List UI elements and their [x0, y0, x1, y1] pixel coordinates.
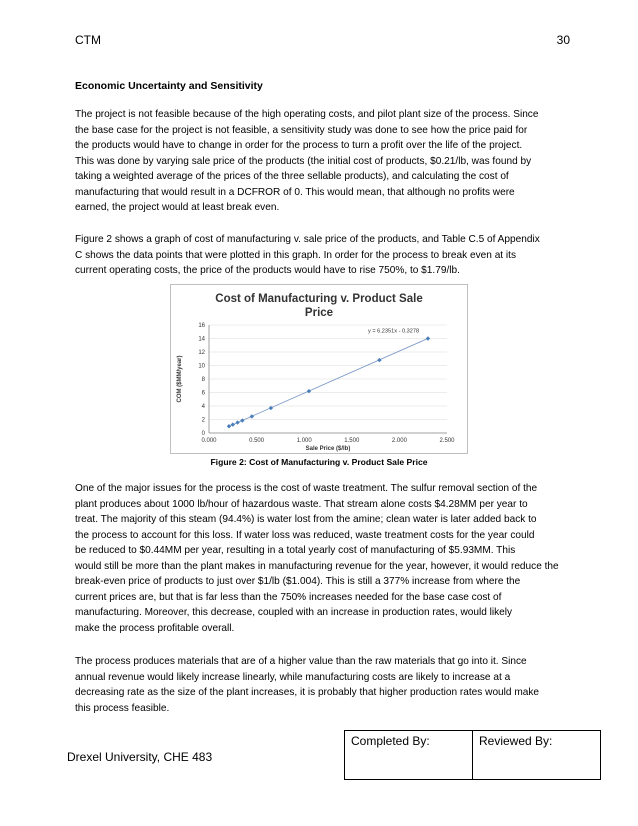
- chart-data-point: [231, 422, 235, 426]
- chart-svg: [171, 285, 467, 453]
- chart-x-tick-label: 1.500: [344, 438, 360, 444]
- figure-2-chart: [170, 284, 468, 454]
- chart-y-tick-label: 6: [201, 390, 205, 397]
- chart-y-tick-label: 10: [198, 363, 205, 370]
- chart-y-tick-label: 4: [201, 404, 205, 410]
- paragraph-1: The project is not feasible because of the high operating costs, and pilot plant size of the process. Since the base case for the project is not feasible, a sensitivity study was done to see how the price paid for the products would have to change in order for the process to turn a profit over the life of the project. This was done by varying sale price of the products (the initial cost of products, $0.21/lb, was found by taking a weighted average of the prices of the three sellable products), and calculating the cost of manufacturing that would result in a DCFROR of 0. This would mean, that although no profits were earned, the project would at least break even.: [75, 109, 539, 213]
- chart-y-ticks: [198, 323, 205, 437]
- chart-x-tick-label: 2.000: [391, 438, 407, 444]
- paragraph-4: The process produces materials that are of a higher value than the raw materials that go into it. Since annual revenue would likely increase linearly, while manufacturing costs are likely to increase at a decreasing rate as the size of the plant increases, it is probably that higher production rates would make this process feasible.: [75, 656, 540, 714]
- chart-title-line-1: Cost of Manufacturing v. Product Sale: [215, 293, 423, 305]
- chart-x-tick-label: 1.000: [296, 438, 312, 444]
- chart-y-tick-label: 12: [198, 350, 205, 356]
- chart-data-point: [240, 418, 244, 422]
- footer-institution: Drexel University, CHE 483: [67, 750, 213, 764]
- section-title: Economic Uncertainty and Sensitivity: [75, 80, 263, 92]
- chart-x-tick-label: 0.000: [201, 438, 217, 444]
- page-number: 30: [556, 33, 570, 47]
- chart-x-axis-label: Sale Price ($/lb): [305, 446, 351, 452]
- chart-y-tick-label: 2: [201, 417, 205, 424]
- chart-data-point: [235, 420, 239, 424]
- completed-by-cell: Completed By:: [345, 731, 473, 780]
- chart-x-ticks: [201, 438, 455, 444]
- chart-title-line-2: Price: [304, 307, 334, 319]
- figure-caption: Figure 2: Cost of Manufacturing v. Product Sale Price: [210, 457, 428, 467]
- chart-x-tick-label: 2.500: [439, 438, 455, 444]
- signoff-table: [344, 730, 601, 780]
- chart-y-tick-label: 0: [201, 431, 205, 437]
- chart-x-tick-label: 0.500: [249, 438, 265, 444]
- chart-data-point: [250, 414, 254, 418]
- chart-y-tick-label: 14: [198, 336, 205, 343]
- chart-y-axis-label: COM ($MM/year): [177, 355, 183, 403]
- chart-trendline-equation: y = 6.2351x - 0.3278: [367, 328, 420, 335]
- chart-data-point: [426, 336, 430, 340]
- chart-data-point: [377, 358, 381, 362]
- chart-y-tick-label: 16: [198, 323, 205, 329]
- chart-trendline: [229, 338, 428, 426]
- reviewed-by-cell: Reviewed By:: [473, 731, 601, 780]
- chart-y-tick-label: 8: [201, 377, 205, 383]
- paragraph-2: Figure 2 shows a graph of cost of manufacturing v. sale price of the products, and Table C.5 of Appendix C shows the data points that were plotted in this graph. In order for the process to break even at its current operating costs, the price of the products would have to rise 750%, to $1.79/lb.: [75, 234, 540, 276]
- header-doc-name: CTM: [75, 33, 101, 47]
- chart-data-point: [227, 424, 231, 428]
- paragraph-3: One of the major issues for the process is the cost of waste treatment. The sulfur removal section of the plant produces about 1000 lb/hour of hazardous waste. That stream alone costs $4.28MM per year to treat. The majority of this steam (94.4%) is water lost from the amine; clean water is later added back to the process to account for this loss. If water loss was reduced, waste treatment costs for the year could be reduced to $0.44MM per year, resulting in a total yearly cost of manufacturing of $5.93MM. This would still be more than the plant makes in manufacturing revenue for the year, however, it would reduce the break-even price of products to just over $1/lb ($1.004). This is still a 377% increase from where the current prices are, but that is far less than the 750% increases needed for the base case cost of manufacturing. Moreover, this decrease, coupled with an increase in production rates, would likely make the process profitable overall.: [75, 483, 559, 634]
- chart-gridlines: [209, 325, 447, 433]
- chart-data-point: [269, 406, 273, 410]
